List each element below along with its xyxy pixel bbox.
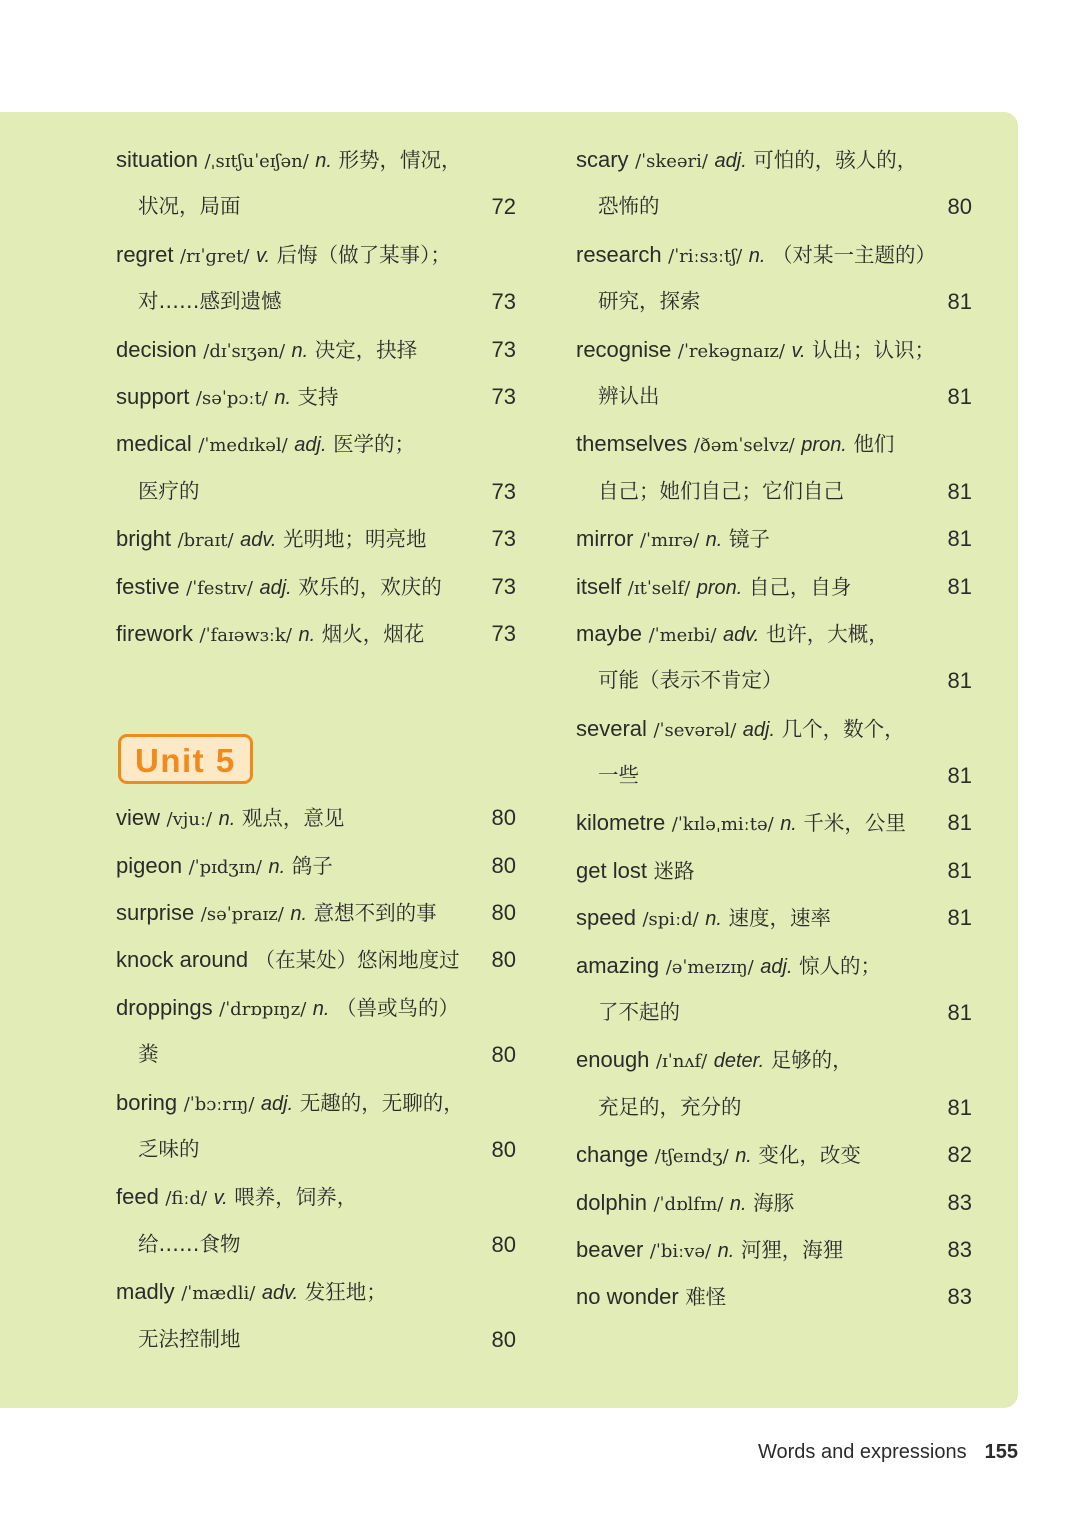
entry-definition: 粪	[138, 1042, 159, 1067]
entry-definition: 海豚	[753, 1190, 795, 1215]
entry-definition: 形势，情况，	[338, 148, 462, 172]
entry-definition: 可能（表示不肯定）	[598, 668, 783, 693]
entry-part-of-speech: pron.	[696, 576, 743, 599]
entry-page-ref: 81	[947, 668, 972, 694]
entry-continuation	[116, 468, 516, 515]
glossary-entry	[576, 1273, 972, 1320]
entry-page-ref: 81	[947, 905, 972, 931]
right-entry-list	[576, 136, 972, 1321]
entry-part-of-speech: adj.	[742, 718, 776, 741]
entry-definition: 对……感到遗憾	[138, 289, 282, 314]
entry-part-of-speech: adj.	[760, 955, 793, 978]
entry-word: itself	[576, 573, 622, 599]
glossary-entry	[576, 942, 972, 989]
entry-word: kilometre	[576, 810, 666, 836]
entry-word: beaver	[576, 1236, 644, 1262]
entry-part-of-speech: n.	[268, 855, 286, 878]
glossary-entry	[576, 231, 972, 278]
entry-phonetic: /səˈpɔːt/	[195, 387, 268, 409]
entry-page-ref: 80	[491, 1042, 516, 1068]
column-spacer	[116, 657, 516, 728]
glossary-entry	[576, 610, 972, 657]
entry-word: regret	[116, 241, 174, 267]
entry-phonetic: /ˈdrɒpɪŋz/	[219, 998, 307, 1020]
glossary-entry	[116, 420, 516, 467]
entry-part-of-speech: n.	[748, 244, 766, 267]
entry-word: recognise	[576, 336, 672, 362]
entry-definition: 医学的；	[333, 432, 416, 457]
entry-part-of-speech: n.	[291, 339, 309, 362]
entry-phonetic: /rɪˈɡret/	[180, 245, 250, 267]
entry-continuation	[116, 1221, 516, 1268]
entry-continuation	[116, 1126, 516, 1173]
entry-definition: 几个，数个，	[781, 716, 905, 741]
entry-definition: 自己；她们自己；它们自己	[598, 478, 844, 503]
unit-heading-badge: Unit 5	[118, 734, 253, 784]
entry-definition: 变化，改变	[758, 1143, 861, 1168]
glossary-entry	[576, 894, 972, 941]
entry-page-ref: 82	[947, 1142, 972, 1168]
entry-definition: 观点，意见	[241, 806, 345, 831]
entry-continuation	[576, 183, 972, 230]
entry-definition: 认出；认识；	[812, 337, 936, 362]
right-column	[576, 136, 972, 1321]
entry-phonetic: /ˈmedɪkəl/	[198, 435, 288, 457]
entry-phonetic: /ˈkɪləˌmiːtə/	[671, 814, 774, 836]
entry-phonetic: /ˈfestɪv/	[186, 577, 253, 599]
entry-page-ref: 73	[491, 573, 516, 599]
entry-definition: 足够的，	[770, 1048, 853, 1073]
unit5-entry-list	[116, 794, 516, 1363]
glossary-entry	[116, 136, 516, 183]
entry-word: madly	[116, 1279, 175, 1305]
entry-definition: 自己，自身	[748, 574, 852, 599]
entry-part-of-speech: n.	[717, 1239, 735, 1262]
entry-definition: 镜子	[728, 527, 770, 552]
entry-definition: 无趣的，无聊的，	[299, 1090, 464, 1115]
entry-phonetic: /ˈriːsɜːtʃ/	[668, 245, 743, 267]
entry-part-of-speech: n.	[705, 908, 722, 931]
entry-phonetic: /ðəmˈselvz/	[693, 435, 795, 457]
entry-continuation	[576, 1084, 972, 1131]
entry-page-ref: 81	[947, 1000, 972, 1026]
entry-part-of-speech: n.	[315, 150, 332, 172]
glossary-entry	[576, 563, 972, 610]
entry-word: festive	[116, 573, 180, 599]
entry-definition: 状况，局面	[138, 194, 241, 219]
entry-phonetic: /ˈmeɪbi/	[648, 624, 717, 646]
entry-page-ref: 80	[491, 900, 516, 926]
entry-continuation	[576, 752, 972, 799]
entry-page-ref: 81	[947, 289, 972, 315]
entry-word: surprise	[116, 900, 195, 926]
entry-part-of-speech: n.	[705, 529, 723, 552]
entry-part-of-speech: n.	[218, 808, 236, 831]
entry-page-ref: 80	[491, 1137, 516, 1163]
glossary-entry	[576, 847, 972, 894]
entry-definition: 千米，公里	[803, 811, 906, 836]
entry-page-ref: 81	[947, 1094, 972, 1120]
entry-page-ref: 80	[491, 1326, 516, 1352]
entry-definition: 了不起的	[598, 1000, 680, 1025]
glossary-entry	[576, 1131, 972, 1178]
entry-continuation	[116, 183, 516, 230]
entry-word: amazing	[576, 952, 660, 978]
entry-definition: （对某一主题的）	[771, 242, 936, 267]
glossary-entry	[116, 610, 516, 657]
entry-continuation	[116, 1316, 516, 1363]
entry-phonetic: /dɪˈsɪʒən/	[203, 340, 286, 362]
glossary-entry	[576, 136, 972, 183]
entry-word: feed	[116, 1184, 159, 1210]
entry-phonetic: /ˌsɪtʃuˈeɪʃən/	[204, 151, 309, 172]
entry-phrase: get lost	[576, 857, 647, 883]
entry-word: decision	[116, 336, 197, 362]
entry-definition: 发狂地；	[304, 1280, 387, 1305]
entry-continuation	[576, 373, 972, 420]
glossary-entry	[116, 794, 516, 841]
page-footer	[758, 1441, 1018, 1464]
glossary-entry	[116, 1173, 516, 1220]
entry-part-of-speech: v.	[256, 244, 271, 267]
entry-definition: 速度，速率	[728, 906, 831, 931]
entry-phonetic: /səˈpraɪz/	[200, 904, 284, 926]
entry-word: situation	[116, 147, 198, 172]
entry-phonetic: /tʃeɪndʒ/	[654, 1146, 729, 1168]
entry-word: change	[576, 1142, 649, 1168]
entry-word: scary	[576, 147, 629, 172]
entry-definition: 惊人的；	[799, 953, 882, 978]
entry-definition: 一些	[598, 763, 639, 788]
entry-word: bright	[116, 526, 172, 552]
entry-definition: 研究，探索	[598, 289, 701, 314]
entry-page-ref: 81	[947, 526, 972, 552]
glossary-entry	[116, 563, 516, 610]
entry-part-of-speech: n.	[274, 386, 292, 409]
entry-part-of-speech: pron.	[801, 434, 847, 457]
entry-phonetic: /ˈsevərəl/	[653, 719, 737, 741]
entry-word: several	[576, 715, 647, 741]
entry-definition: 也许，大概，	[765, 621, 889, 646]
entry-definition: 喂养，饲养，	[234, 1185, 358, 1210]
entry-definition: 决定，抉择	[314, 337, 418, 362]
entry-word: pigeon	[116, 852, 183, 878]
entry-page-ref: 81	[947, 857, 972, 883]
entry-definition: 鸽子	[291, 853, 333, 878]
entry-phonetic: /ɪtˈself/	[627, 577, 691, 599]
entry-definition: 后悔（做了某事）；	[276, 242, 451, 267]
entry-phonetic: /fiːd/	[165, 1188, 208, 1210]
glossary-entry	[576, 1036, 972, 1083]
entry-definition: 河狸，海狸	[740, 1237, 844, 1262]
entry-phonetic: /ˈrekəɡnaɪz/	[677, 340, 785, 362]
entry-phonetic: /ˈfaɪəwɜːk/	[199, 624, 292, 646]
glossary-entry	[576, 799, 972, 846]
entry-phonetic: /spiːd/	[642, 909, 699, 931]
entry-page-ref: 81	[947, 763, 972, 789]
glossary-entry	[116, 1268, 516, 1315]
entry-page-ref: 81	[947, 810, 972, 836]
entry-word: research	[576, 241, 662, 267]
entry-definition: 恐怖的	[598, 194, 660, 219]
entry-page-ref: 80	[491, 1231, 516, 1257]
entry-word: support	[116, 383, 190, 409]
left-column	[116, 136, 516, 1363]
entry-page-ref: 81	[947, 383, 972, 409]
entry-word: firework	[116, 620, 194, 646]
entry-word: view	[116, 805, 161, 831]
entry-part-of-speech: adv.	[261, 1282, 299, 1305]
entry-page-ref: 73	[491, 289, 516, 315]
entry-part-of-speech: adv.	[722, 623, 760, 646]
entry-continuation	[576, 468, 972, 515]
entry-definition: 充足的，充分的	[598, 1094, 742, 1119]
entry-phonetic: /vjuː/	[166, 809, 213, 831]
glossary-entry	[576, 1226, 972, 1273]
entry-word: boring	[116, 1089, 178, 1115]
glossary-entry	[576, 326, 972, 373]
entry-continuation	[576, 657, 972, 704]
entry-phonetic: /ɪˈnʌf/	[655, 1051, 708, 1073]
glossary-entry	[116, 373, 516, 420]
entry-page-ref: 80	[947, 194, 972, 220]
entry-part-of-speech: n.	[298, 623, 316, 646]
entry-definition: 可怕的，骇人的，	[753, 148, 918, 172]
entry-page-ref: 80	[491, 947, 516, 973]
entry-continuation	[576, 278, 972, 325]
entry-definition: 难怪	[685, 1285, 727, 1310]
entry-phonetic: /ˈmɪrə/	[639, 530, 700, 552]
entry-word: speed	[576, 905, 636, 931]
glossary-entry	[116, 936, 516, 983]
entry-part-of-speech: n.	[729, 1192, 747, 1215]
entry-phonetic: /ˈmædli/	[181, 1283, 256, 1305]
entry-page-ref: 81	[947, 573, 972, 599]
entry-part-of-speech: v.	[791, 339, 806, 362]
entry-continuation	[116, 1031, 516, 1078]
entry-part-of-speech: n.	[735, 1145, 752, 1168]
glossary-entry	[116, 231, 516, 278]
entry-phrase: no wonder	[576, 1284, 679, 1310]
entry-continuation	[116, 278, 516, 325]
entry-phonetic: /braɪt/	[177, 530, 234, 552]
entry-page-ref: 81	[947, 478, 972, 504]
entry-page-ref: 83	[947, 1284, 972, 1310]
glossary-entry	[116, 1079, 516, 1126]
entry-definition: 欢乐的，欢庆的	[298, 574, 442, 599]
entry-part-of-speech: adj.	[714, 150, 747, 172]
entry-definition: 他们	[853, 432, 895, 457]
glossary-entry	[116, 326, 516, 373]
entry-page-ref: 73	[491, 526, 516, 552]
entry-part-of-speech: n.	[312, 997, 330, 1020]
entry-part-of-speech: v.	[213, 1187, 228, 1210]
glossary-entry	[576, 705, 972, 752]
entry-definition: （在某处）悠闲地度过	[254, 948, 460, 973]
glossary-entry	[116, 889, 516, 936]
entry-definition: 烟火，烟花	[321, 621, 425, 646]
unit4-entry-list	[116, 136, 516, 657]
entry-phonetic: /əˈmeɪzɪŋ/	[665, 956, 754, 978]
entry-definition: 迷路	[653, 858, 695, 883]
entry-part-of-speech: deter.	[713, 1050, 765, 1073]
entry-part-of-speech: adj.	[260, 1092, 294, 1115]
entry-definition: 乏味的	[138, 1137, 200, 1162]
entry-definition: 无法控制地	[138, 1326, 241, 1351]
entry-page-ref: 80	[491, 852, 516, 878]
entry-definition: 医疗的	[138, 478, 200, 503]
glossary-entry	[576, 515, 972, 562]
entry-page-ref: 73	[491, 336, 516, 362]
page-number: 155	[984, 1441, 1018, 1463]
entry-word: medical	[116, 431, 192, 457]
glossary-entry	[576, 1179, 972, 1226]
entry-page-ref: 83	[947, 1189, 972, 1215]
entry-word: enough	[576, 1047, 650, 1073]
entry-phonetic: /ˈbiːvə/	[649, 1240, 712, 1262]
entry-word: themselves	[576, 431, 688, 457]
entry-page-ref: 80	[491, 805, 516, 831]
entry-part-of-speech: n.	[290, 903, 308, 926]
entry-word: dolphin	[576, 1189, 647, 1215]
glossary-entry	[116, 984, 516, 1031]
entry-page-ref: 72	[491, 194, 516, 220]
glossary-entry	[576, 420, 972, 467]
entry-definition: 辨认出	[598, 383, 660, 408]
entry-definition: 支持	[297, 384, 339, 409]
entry-page-ref: 73	[491, 478, 516, 504]
entry-definition: 意想不到的事	[313, 901, 437, 926]
entry-definition: （兽或鸟的）	[336, 995, 460, 1020]
entry-phonetic: /ˈdɒlfɪn/	[653, 1193, 724, 1215]
entry-page-ref: 83	[947, 1236, 972, 1262]
entry-part-of-speech: n.	[780, 813, 797, 836]
entry-word: maybe	[576, 620, 643, 646]
entry-definition: 给……食物	[138, 1231, 241, 1256]
entry-page-ref: 73	[491, 383, 516, 409]
entry-phonetic: /ˈskeəri/	[635, 151, 708, 172]
entry-word: mirror	[576, 526, 634, 552]
glossary-entry	[116, 842, 516, 889]
entry-phonetic: /ˈbɔːrɪŋ/	[183, 1093, 255, 1115]
glossary-entry	[116, 515, 516, 562]
footer-section-title: Words and expressions	[758, 1441, 967, 1463]
entry-word: droppings	[116, 994, 213, 1020]
entry-continuation	[576, 989, 972, 1036]
entry-phrase: knock around	[116, 947, 249, 973]
entry-part-of-speech: adv.	[240, 529, 277, 552]
entry-definition: 光明地；明亮地	[282, 527, 427, 552]
entry-phonetic: /ˈpɪdʒɪn/	[188, 856, 262, 878]
entry-part-of-speech: adj.	[294, 434, 327, 457]
entry-part-of-speech: adj.	[259, 576, 292, 599]
entry-page-ref: 73	[491, 620, 516, 646]
